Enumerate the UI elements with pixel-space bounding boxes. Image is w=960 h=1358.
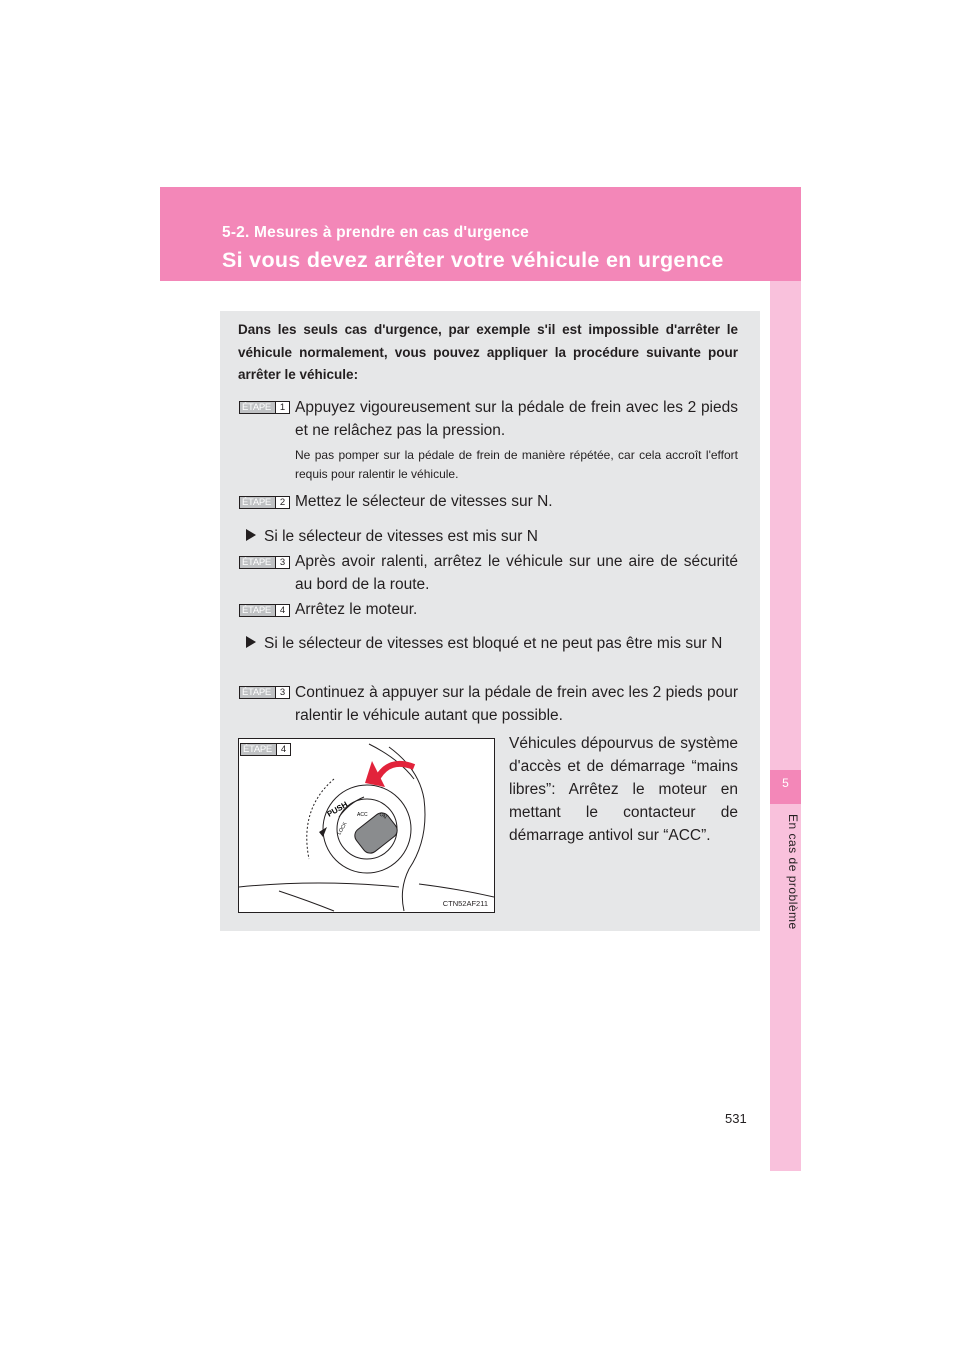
page-title: Si vous devez arrêter votre véhicule en urgence [222, 248, 724, 272]
push-label: PUSH [325, 799, 350, 819]
condition-heading [240, 632, 738, 655]
step-word: ÉTAPE [240, 605, 275, 616]
condition-label: Si le sélecteur de vitesses est bloqué et ne peut pas être mis sur N [264, 635, 723, 652]
condition-heading [240, 525, 738, 548]
step-number: 4 [276, 744, 290, 755]
step-badge [239, 604, 290, 617]
step-number: 3 [275, 557, 289, 568]
step-number: 4 [275, 605, 289, 616]
arrow-icon [246, 529, 256, 541]
intro-text: Dans les seuls cas d'urgence, par exemple s'il est impossible d'arrêter le véhicule normalement, vous pouvez appliquer la procédure suivante pour arrêter le véhicule: [238, 322, 738, 382]
figure-code: CTN52AF211 [442, 899, 488, 908]
step-badge [239, 686, 290, 699]
step-word: ÉTAPE [240, 557, 275, 568]
step-number: 1 [275, 402, 289, 413]
step-word: ÉTAPE [240, 497, 275, 508]
condition-label: Si le sélecteur de vitesses est mis sur N [264, 528, 538, 545]
chapter-number[interactable]: 5 [770, 770, 801, 804]
step-badge [239, 496, 290, 509]
step-word: ÉTAPE [240, 402, 275, 413]
step-number: 2 [275, 497, 289, 508]
step-text: Continuez à appuyer sur la pédale de frein avec les 2 pieds pour ralentir le véhicule autant que possible. [295, 684, 738, 724]
acc-label: ACC [357, 812, 368, 818]
step-badge [239, 401, 290, 414]
on-label: ON [378, 811, 388, 821]
step-text: Véhicules dépourvus de système d'accès et de démarrage “mains libres”: Arrêtez le moteur en mettant le contacteur de démarrage antivol sur “ACC”. [509, 735, 738, 844]
step-text: Après avoir ralenti, arrêtez le véhicule sur une aire de sécurité au bord de la route. [295, 553, 738, 593]
side-tab [770, 281, 801, 1171]
chapter-label: En cas de problème [786, 814, 800, 930]
lock-label: LOCK [336, 821, 349, 836]
step-badge [239, 556, 290, 569]
ignition-key-drawing [239, 739, 494, 912]
step-text: Arrêtez le moteur. [295, 601, 418, 618]
step-text: Appuyez vigoureusement sur la pédale de frein avec les 2 pieds et ne relâchez pas la pression. [295, 399, 738, 439]
step-text: Mettez le sélecteur de vitesses sur N. [295, 493, 553, 510]
step-note: Ne pas pomper sur la pédale de frein de manière répétée, car cela accroît l'effort requis pour ralentir le véhicule. [295, 448, 738, 481]
page-number: 531 [725, 1111, 747, 1126]
ignition-illustration [238, 738, 495, 913]
step-number: 3 [275, 687, 289, 698]
step-word: ÉTAPE [241, 744, 276, 755]
step-badge [240, 743, 291, 756]
step-word: ÉTAPE [240, 687, 275, 698]
arrow-icon [246, 636, 256, 648]
section-label: 5-2. Mesures à prendre en cas d'urgence [222, 224, 529, 241]
